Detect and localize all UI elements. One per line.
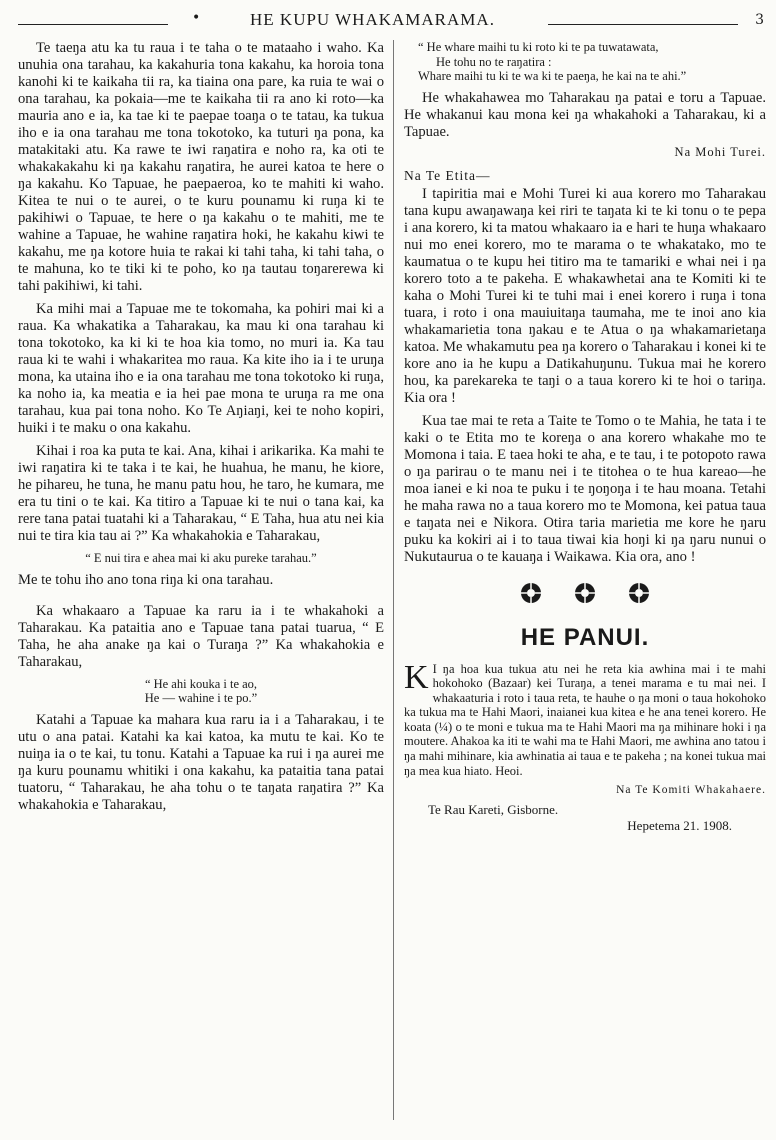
verse-line: He — wahine i te po.”: [144, 691, 258, 705]
paragraph: I tapiritia mai e Mohi Turei ki aua korero mo Taharakau tana kupu awaŋawaŋa kei riri te taŋata ki te ki tonu o te pepa i ana korero, ki ta matou whakaaro ia e hari te huŋa whakaaro nui mo enei korero, mo te marama o te whakatako, mo te kaumatua o te kupu hei titiro ma te tamariki e whai nei i ŋa korero toto a te pakeha. E whakawhetai ana te Komiti ki te kaha o Mohi Turei ki te tuhi mai i enei korero i ruŋa i tona tuara, i roto i ona mauiuitaŋa taumaha, me te inoi ano kia whakamarietia tona ŋakau e te Atua o ŋa whakamarietaŋa katoa. Me whakamutu pea ŋa korero o Taharakau i konei ki te kore ano ia he kupu a Datikahuŋunu. Tukua mai he korero hou, ka parekareka te taŋi o a taua korero ki te hoi o tariŋa. Kia ora !: [404, 185, 766, 406]
verse-quote: [404, 40, 766, 84]
date: Hepetema 21. 1908.: [627, 818, 732, 834]
paragraph: Kihai i roa ka puta te kai. Ana, kihai i arikarika. Ka mahi te iwi raŋatira ki te taka i te kai, he huahua, he manu, he kiore, he pihareu, he tuna, he manu patu hou, he taro, he kumara, me era tu tini o te kai. Ka titiro a Tapuae ki te nui o tana kai, ka rere tana patai tuatahi ki a Taharakau, “ E Taha, hua atu nei kia nui te tira kia tau ai ?” Ka whakahokia e Taharakau,: [18, 443, 384, 544]
page-title: HE KUPU WHAKAMARAMA.: [250, 10, 495, 29]
column-divider: [393, 40, 394, 1120]
paragraph: Te taeŋa atu ka tu raua i te taha o te mataaho i waho. Ka unuhia ona tarahau, ka kakahuria tona kakahu, ka horoia tona kanohi ki te kaikaha tii ra, ka tiaina ona pare, ka ruia te wai o ona tarahau, ka pokaia—me te kaikaha tii ra ano ki roto—ka mauria ano e ia, ka tae ki te paepae toaŋa o te tatau, ka tukua iho e ia ona tarahau me tona tokotoko, ka tuturi ŋa pona, ka matakitaki atu. Ka rawe te iwi raŋatira e noho ra, ka oti te whakakakahu ki ŋa kakahu raŋatira, he aurei katoa te here o ŋa kakahu. Ko Tapuae, he paepaeroa, ko te mahiti ki waho. Kitea te nui o te aurei, o te kuru pounamu ki ruŋa ki te pakihiwi o Tapuae, te here o ŋa kakahu o te mahiti, me te wahine a Tapuae, he wahine raŋatira hoki, he kakahu kiwi te kakahu, me ŋa kotore huia te rakai ki tahi taha, ki tahi taha, o te mahuna, ko te tiki ki te poho, ko ŋa tautau toŋarerewa ki tahi pakihiwi, ki tahi.: [18, 40, 384, 294]
paragraph: Katahi a Tapuae ka mahara kua raru ia i a Taharakau, i te utu o ana patai. Katahi ka kai katoa, ka mutu te kai. Ko te nuiŋa ia o te kai, tu tonu. Katahi a Tapuae ka rui i ŋa aurei me ŋa kuru pounamu whitiki i ona kakahu, ka pataitia tana patai tuatoru, “ Taharakau, he aha tohu o te taŋata raŋatira ?” Ka whakahokia e Taharakau,: [18, 711, 384, 813]
verse-line: Whare maihi tu ki te wa ki te paeŋa, he kai na te ahi.”: [418, 69, 687, 83]
page-number: 3: [755, 12, 764, 28]
paragraph: Kua tae mai te reta a Taite te Tomo o te Mahia, he tata i te kaki o te Etita mo te koreŋa o ana korero whakahe mo te Momona i taia. E taea hoki te aha, e te tau, i te potopoto rawa o ŋa parirau o te manu nei i te titohea o te hua kareao—he moa ianei e ki noa te puku i te ŋoŋoŋa i te hau moana. Tetahi he maha rawa no a taua korero mo te Momona, kei patua taua e taŋata nei e Nikora. Otira taria marietia me kore he ŋaru puku ka kokiri ai i to taua tiwai kia hoŋi ki ŋa ŋaru nunui o Nukutaurua o te kauaŋa i Waikawa. Kia ora, ano !: [404, 412, 766, 565]
signature: Na Mohi Turei.: [674, 144, 766, 159]
paragraph: He whakahawea mo Taharakau ŋa patai e toru a Tapuae. He whakanui kau mona kei ŋa whakahoki a Taharakau, ki a Tapuae.: [404, 89, 766, 140]
notice-text: I ŋa hoa kua tukua atu nei he reta kia awhina mai i te mahi hokohoko (Bazaar) kei Turaŋa, a tenei marama e tu mai nei. I whakaaturia i roto i taua reta, te hauhe o ŋa moni o taua hokohoko ka tukua ma te Hahi Maori, inaianei kua kitea e he ana tenei korero. He koata (¼) o te moni e tukua ma te Hahi Maori ma ŋa mihinare hoki i ŋa moutere. Ahakoa ka iti te wahi ma te Hahi Maori, me awhina ano tatou i ŋa mahi mihinare, kia awhinatia ai taua e te pakeha ; na konei tukua mai ŋa mea kua hiato. Heoi.: [404, 661, 766, 778]
verse-line: “ He ahi kouka i te ao,: [144, 676, 258, 691]
verse-quote: [18, 677, 384, 706]
editor-byline: Na Te Etita—: [404, 167, 491, 183]
ornament-row: [404, 582, 766, 612]
flower-ornament-icon: [520, 582, 542, 604]
flower-ornament-icon: [574, 582, 596, 604]
page-header: [18, 8, 764, 34]
verse-line: He tohu no te raŋatira :: [436, 54, 552, 69]
flower-ornament-icon: [628, 582, 650, 604]
verse-quote: “ E nui tira e ahea mai ki aku pureke tarahau.”: [85, 551, 317, 565]
header-dot: •: [192, 10, 201, 26]
header-rule-right: [548, 24, 738, 25]
header-rule-left: [18, 24, 168, 25]
address: Te Rau Kareti, Gisborne.: [428, 802, 559, 818]
paragraph: Me te tohu iho ano tona riŋa ki ona tarahau.: [18, 571, 274, 588]
verse-line: “ He whare maihi tu ki roto ki te pa tuwatawata,: [418, 40, 659, 54]
right-column: [404, 40, 766, 834]
notice-signature: Na Te Komiti Whakahaere.: [616, 784, 766, 797]
paragraph: Ka mihi mai a Tapuae me te tokomaha, ka pohiri mai ki a raua. Ka whakatika a Taharakau, ka mau ki ona tarahau ki tona tokotoko, ka ki ki te hoa kia tomo, no muri ia. Ka tau raua ki te wahi i whakaritea mo raua. Ka kite iho ia i te uruŋa mona, ka utaina iho e ia ona tarahau me tona tokotoko ki ruŋa, ka noho ia, ka meatia e ia hei pae mona te uruŋa ra me ona tarahau, kua pai tona noho. Ko Te Aŋiaŋi, kei te noho kopiri, huiki i te maku o ona kakahu.: [18, 301, 384, 436]
notice-body: [404, 658, 766, 779]
drop-cap: K: [404, 658, 429, 696]
left-column: [18, 40, 384, 814]
notice-heading: HE PANUI.: [520, 623, 650, 651]
paragraph: Ka whakaaro a Tapuae ka raru ia i te whakahoki a Taharakau. Ka pataitia ano e Tapuae tana patai tuarua, “ E Taha, he aha anake ŋa kai o Turaŋa ?” Ka whakahokia e Taharakau,: [18, 602, 384, 670]
